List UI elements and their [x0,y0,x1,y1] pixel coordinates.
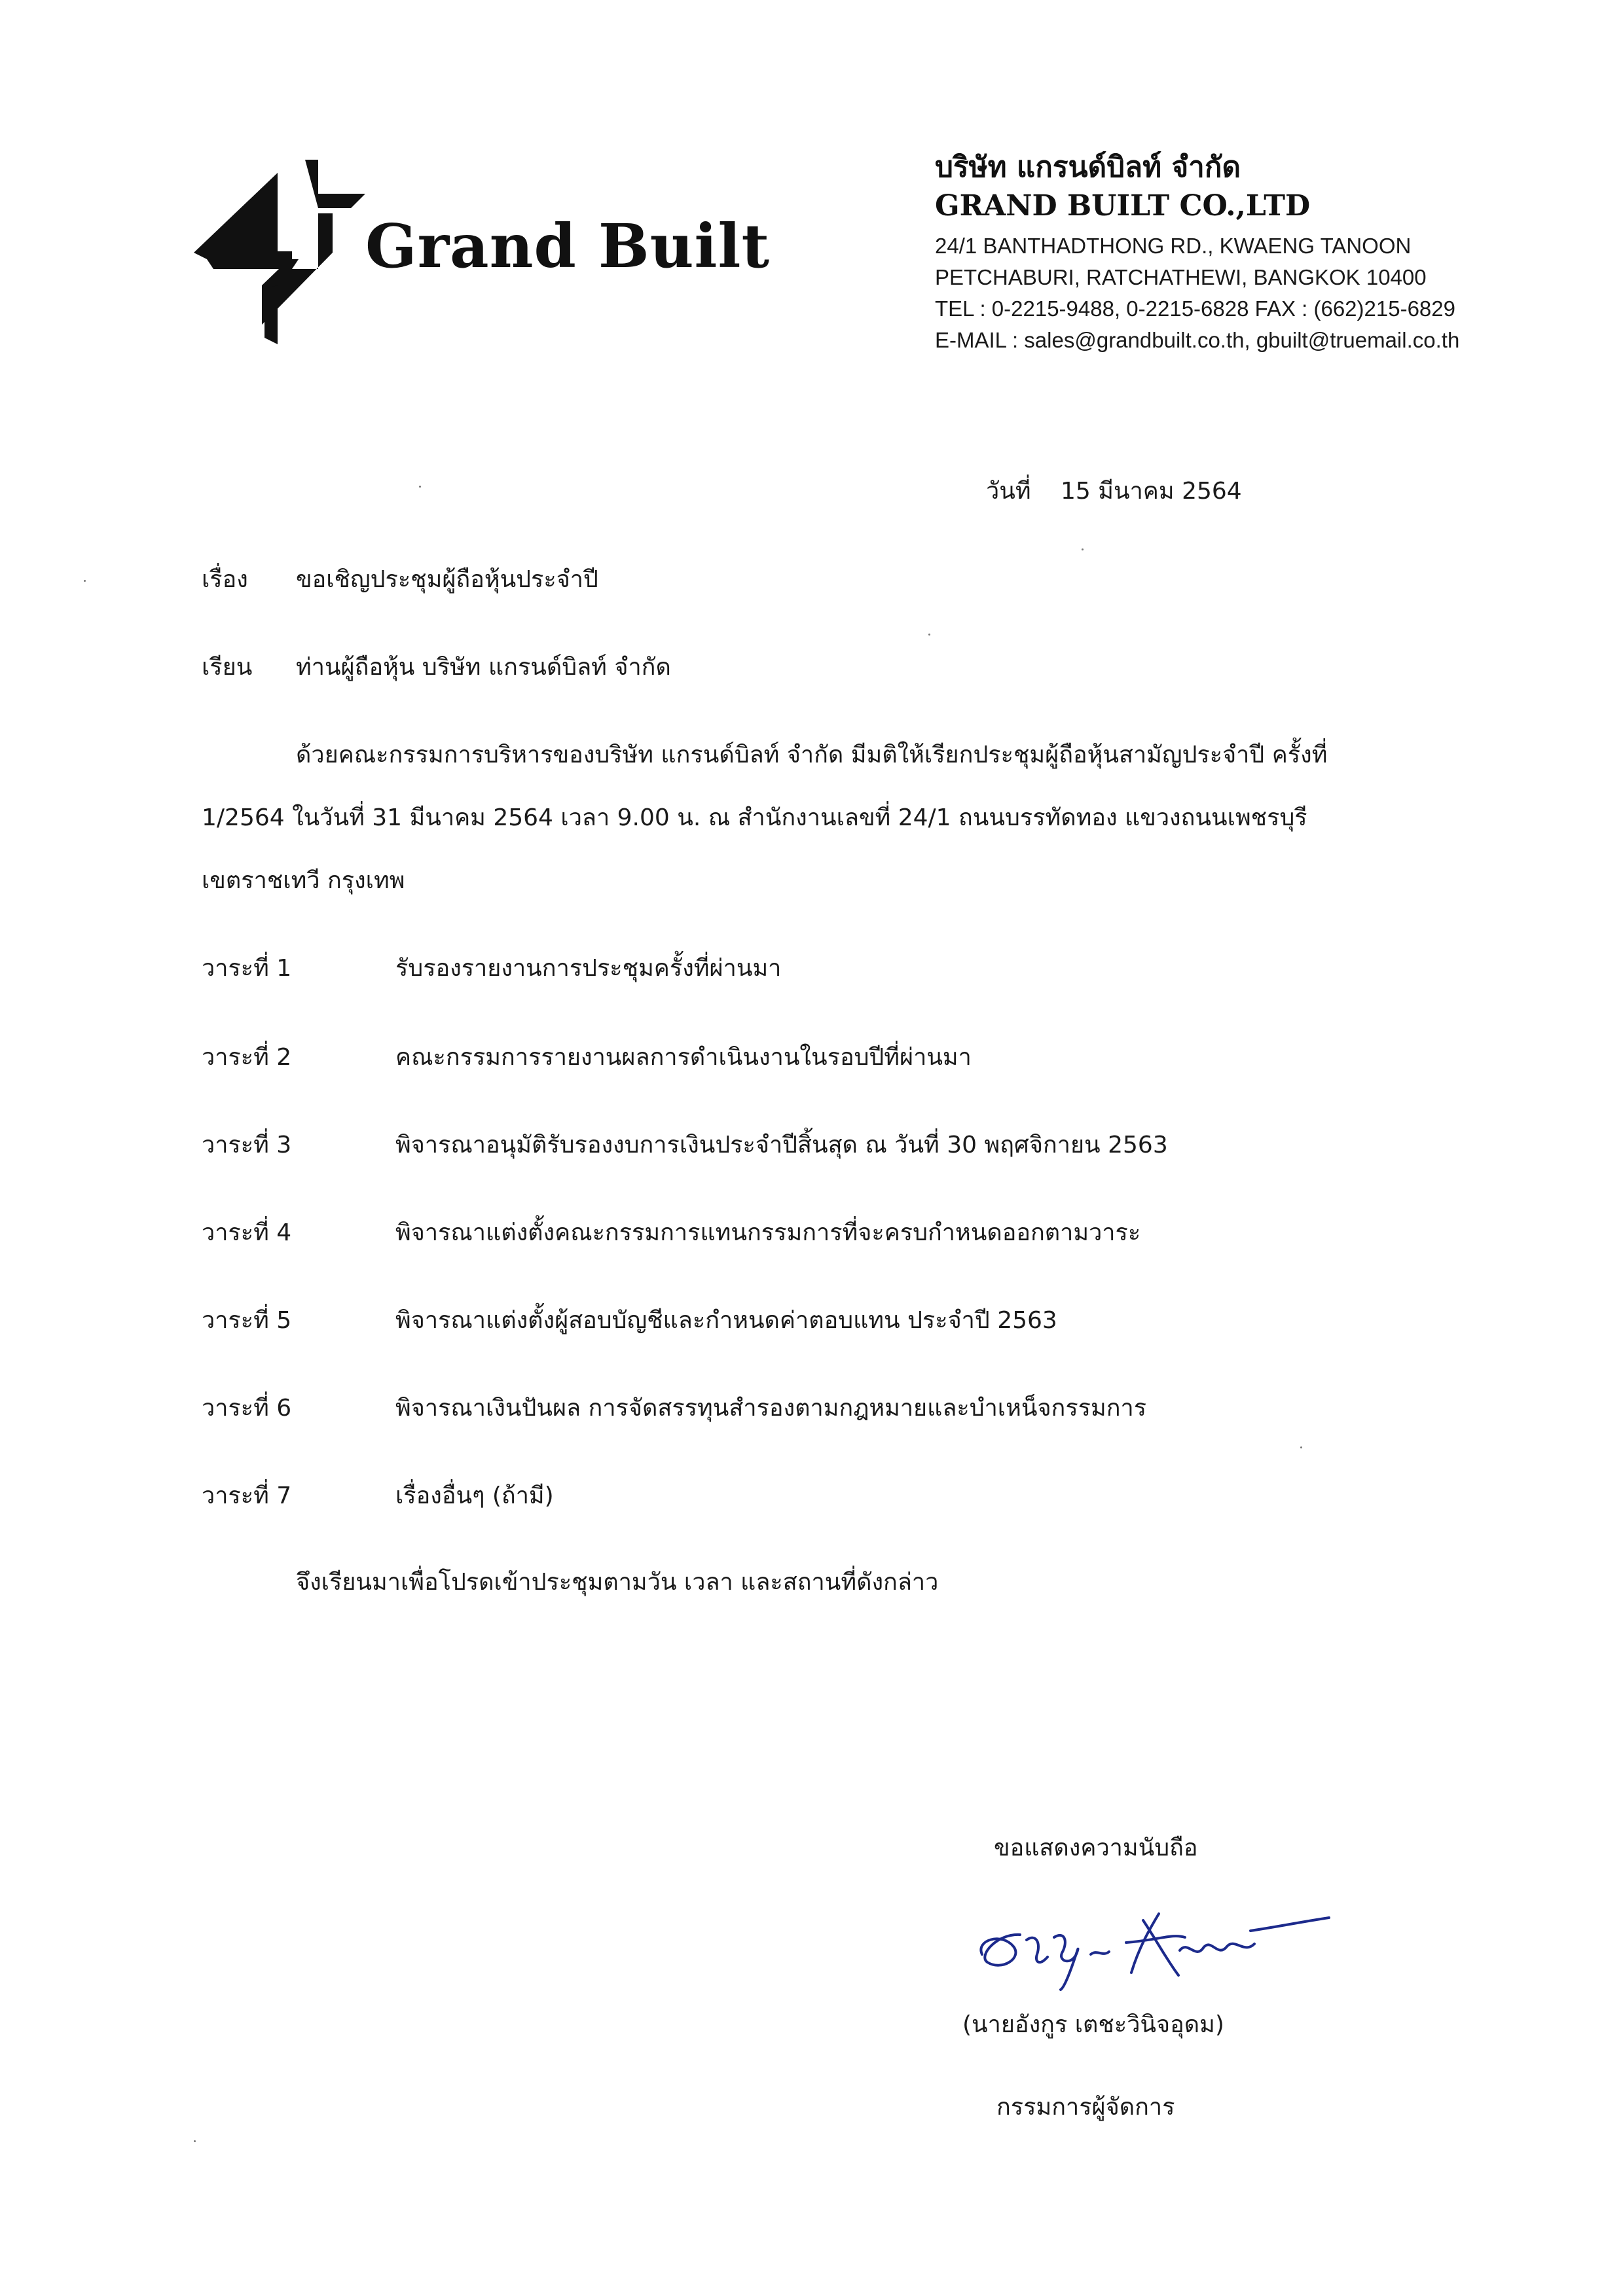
agenda-text: รับรองรายงานการประชุมครั้งที่ผ่านมา [395,955,782,982]
agenda-text: เรื่องอื่นๆ (ถ้ามี) [395,1482,554,1509]
agenda-text: คณะกรรมการรายงานผลการดำเนินงานในรอบปีที่ผ่านมา [395,1044,972,1071]
company-block [935,148,1590,356]
company-logo [194,154,770,344]
logo-mark-icon [194,154,371,344]
agenda-label: วาระที่ 1 [202,955,292,982]
company-name-thai: บริษัท แกรนด์บิลท์ จำกัด [935,151,1241,184]
agenda-text: พิจารณาเงินปันผล การจัดสรรทุนสำรองตามกฎหมายและบำเหน็จกรรมการ [395,1395,1147,1422]
signer-position: กรรมการผู้จัดการ [996,2094,1175,2121]
email-line: E-MAIL : sales@grandbuilt.co.th, gbuilt@truemail.co.th [935,328,1460,352]
agenda-text: พิจารณาอนุมัติรับรองงบการเงินประจำปีสิ้นสุด ณ วันที่ 30 พฤศจิกายน 2563 [395,1132,1168,1158]
address-line-1: 24/1 BANTHADTHONG RD., KWAENG TANOON [935,234,1412,258]
company-name-english: GRAND BUILT CO.,LTD [935,189,1311,223]
agenda-label: วาระที่ 6 [202,1395,292,1422]
agenda-label: วาระที่ 2 [202,1044,292,1071]
body-line-1: ด้วยคณะกรรมการบริหารของบริษัท แกรนด์บิลท์ จำกัด มีมติให้เรียกประชุมผู้ถือหุ้นสามัญประจำปี ครั้งที่ [296,742,1328,768]
agenda-label: วาระที่ 4 [202,1219,292,1246]
date-value: 15 มีนาคม 2564 [1061,478,1242,505]
closing-sentence: จึงเรียนมาเพื่อโปรดเข้าประชุมตามวัน เวลา และสถานที่ดังกล่าว [296,1569,939,1596]
brand-name: Grand Built [365,211,770,281]
signer-name: (นายอังกูร เตชะวินิจอุดม) [962,2011,1224,2038]
subject-text: ขอเชิญประชุมผู้ถือหุ้นประจำปี [296,566,598,593]
recipient-text: ท่านผู้ถือหุ้น บริษัท แกรนด์บิลท์ จำกัด [296,654,671,681]
closing-regards: ขอแสดงความนับถือ [994,1835,1198,1861]
address-line-2: PETCHABURI, RATCHATHEWI, BANGKOK 10400 [935,265,1427,289]
subject-label: เรื่อง [202,566,248,593]
body-line-3: เขตราชเทวี กรุงเทพ [202,867,405,894]
recipient-label: เรียน [202,654,253,681]
agenda-text: พิจารณาแต่งตั้งคณะกรรมการแทนกรรมการที่จะครบกำหนดออกตามวาระ [395,1219,1141,1246]
agenda-text: พิจารณาแต่งตั้งผู้สอบบัญชีและกำหนดค่าตอบแทน ประจำปี 2563 [395,1307,1057,1334]
agenda-label: วาระที่ 3 [202,1132,292,1158]
agenda-label: วาระที่ 7 [202,1482,292,1509]
handwritten-signature [962,1894,1342,1992]
agenda-label: วาระที่ 5 [202,1307,292,1334]
body-line-2: 1/2564 ในวันที่ 31 มีนาคม 2564 เวลา 9.00 น. ณ สำนักงานเลขที่ 24/1 ถนนบรรทัดทอง แขวงถนนเพชรบุรี [202,804,1307,831]
phone-fax-line: TEL : 0-2215-9488, 0-2215-6828 FAX : (662)215-6829 [935,296,1455,321]
date-label: วันที่ [986,478,1031,505]
